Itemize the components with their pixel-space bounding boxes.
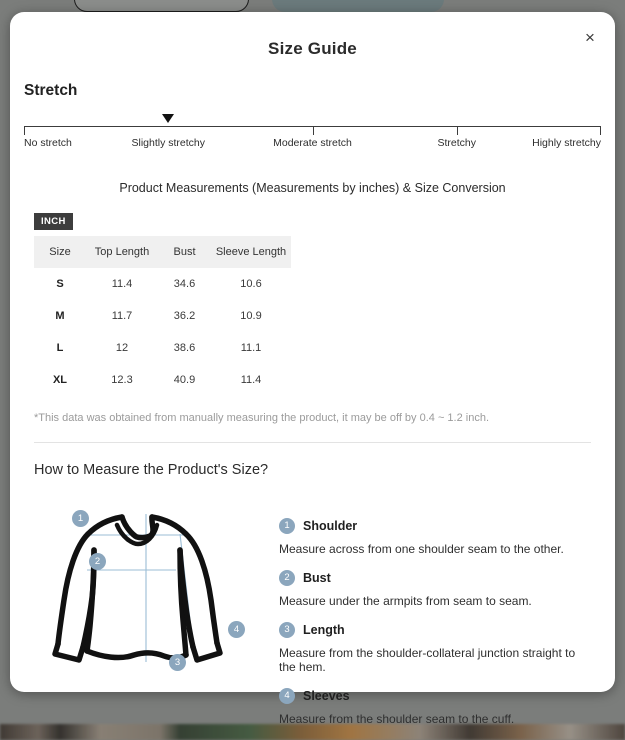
step-badge-2: 2 bbox=[279, 570, 295, 586]
cell-sleeve-length: 11.1 bbox=[211, 332, 291, 364]
stretch-marker-icon bbox=[162, 114, 174, 123]
background-pill-left bbox=[74, 0, 249, 12]
step-length bbox=[279, 622, 593, 674]
step-head bbox=[279, 622, 593, 638]
stretch-label-highly-stretchy: Highly stretchy bbox=[532, 137, 601, 149]
cell-size: L bbox=[34, 332, 86, 364]
column-header-sleeve-length: Sleeve Length bbox=[211, 236, 291, 268]
table-row bbox=[34, 364, 291, 396]
cell-bust: 34.6 bbox=[158, 268, 211, 300]
step-title-length: Length bbox=[303, 623, 345, 637]
stretch-heading: Stretch bbox=[24, 82, 601, 100]
stretch-label-no-stretch: No stretch bbox=[24, 137, 72, 149]
stretch-tick-100 bbox=[600, 126, 601, 135]
cell-top-length: 11.7 bbox=[86, 300, 158, 332]
step-sleeves bbox=[279, 688, 593, 726]
cell-top-length: 12.3 bbox=[86, 364, 158, 396]
cell-sleeve-length: 11.4 bbox=[211, 364, 291, 396]
cell-sleeve-length: 10.9 bbox=[211, 300, 291, 332]
cell-bust: 36.2 bbox=[158, 300, 211, 332]
stretch-scale bbox=[24, 115, 601, 159]
section-divider bbox=[34, 442, 591, 443]
column-header-bust: Bust bbox=[158, 236, 211, 268]
garment-diagram bbox=[24, 484, 279, 740]
step-head bbox=[279, 570, 593, 586]
table-row bbox=[34, 300, 291, 332]
step-head bbox=[279, 688, 593, 704]
table-row bbox=[34, 268, 291, 300]
cell-sleeve-length: 10.6 bbox=[211, 268, 291, 300]
column-header-top-length: Top Length bbox=[86, 236, 158, 268]
howto-steps bbox=[279, 484, 601, 740]
step-badge-1: 1 bbox=[279, 518, 295, 534]
step-title-bust: Bust bbox=[303, 571, 331, 585]
figure-badge-2: 2 bbox=[89, 553, 106, 570]
table-footnote: *This data was obtained from manually measuring the product, it may be off by 0.4 ~ 1.2 inch. bbox=[34, 412, 601, 424]
table-row bbox=[34, 332, 291, 364]
step-shoulder bbox=[279, 518, 593, 556]
stretch-tick-0 bbox=[24, 126, 25, 135]
step-title-shoulder: Shoulder bbox=[303, 519, 357, 533]
background-pill-right bbox=[272, 0, 444, 12]
unit-badge: INCH bbox=[34, 213, 73, 230]
stretch-label-stretchy: Stretchy bbox=[437, 137, 476, 149]
cell-bust: 40.9 bbox=[158, 364, 211, 396]
page-title: Size Guide bbox=[10, 12, 615, 59]
step-desc-shoulder: Measure across from one shoulder seam to the other. bbox=[279, 542, 593, 556]
cell-size: XL bbox=[34, 364, 86, 396]
cell-bust: 38.6 bbox=[158, 332, 211, 364]
size-table bbox=[34, 236, 291, 396]
cell-top-length: 11.4 bbox=[86, 268, 158, 300]
modal-content bbox=[10, 82, 615, 740]
step-bust bbox=[279, 570, 593, 608]
stretch-label-moderate-stretch: Moderate stretch bbox=[273, 137, 352, 149]
step-desc-length: Measure from the shoulder-collateral junction straight to the hem. bbox=[279, 646, 593, 674]
step-badge-3: 3 bbox=[279, 622, 295, 638]
step-badge-4: 4 bbox=[279, 688, 295, 704]
stretch-tick-75 bbox=[457, 126, 458, 135]
cell-size: S bbox=[34, 268, 86, 300]
figure-badge-3: 3 bbox=[169, 654, 186, 671]
step-desc-sleeves: Measure from the shoulder seam to the cuff. bbox=[279, 712, 593, 726]
cell-top-length: 12 bbox=[86, 332, 158, 364]
step-desc-bust: Measure under the armpits from seam to seam. bbox=[279, 594, 593, 608]
stretch-label-slightly-stretchy: Slightly stretchy bbox=[131, 137, 205, 149]
column-header-size: Size bbox=[34, 236, 86, 268]
size-guide-modal bbox=[10, 12, 615, 692]
table-header-row bbox=[34, 236, 291, 268]
figure-badge-4: 4 bbox=[228, 621, 245, 638]
sweatshirt-illustration bbox=[24, 494, 279, 684]
measurements-caption: Product Measurements (Measurements by inches) & Size Conversion bbox=[24, 181, 601, 195]
stretch-tick-50 bbox=[313, 126, 314, 135]
cell-size: M bbox=[34, 300, 86, 332]
howto-body bbox=[24, 484, 601, 740]
close-icon[interactable]: × bbox=[577, 25, 603, 51]
howto-heading: How to Measure the Product's Size? bbox=[34, 462, 601, 478]
step-title-sleeves: Sleeves bbox=[303, 689, 350, 703]
figure-badge-1: 1 bbox=[72, 510, 89, 527]
step-head bbox=[279, 518, 593, 534]
